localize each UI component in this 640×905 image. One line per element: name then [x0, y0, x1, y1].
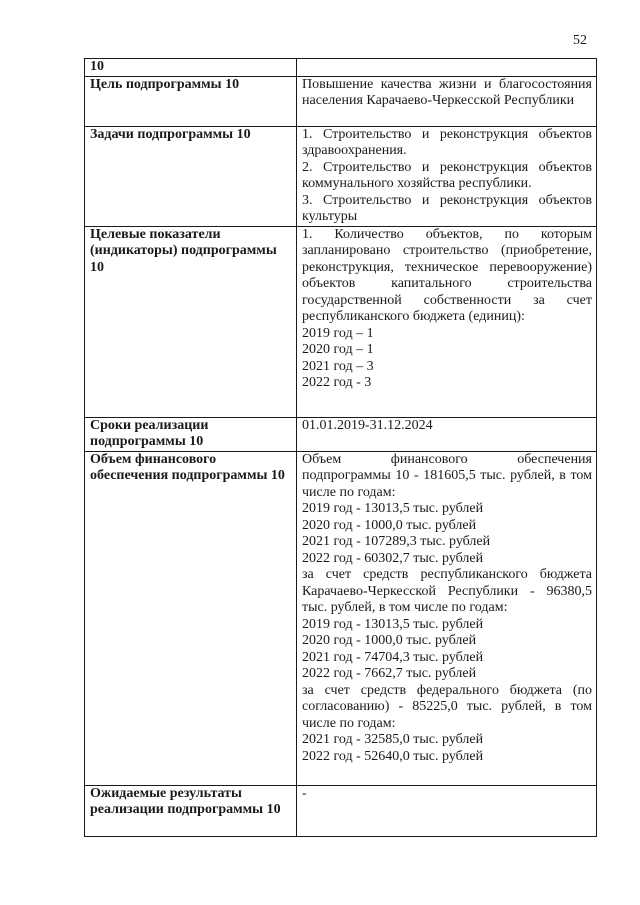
task-item: 2. Строительство и реконструкция объектов коммунального хозяйства республики.	[302, 159, 592, 191]
header-label: 10	[85, 59, 297, 77]
funding-cell	[297, 451, 597, 785]
indicator-year: 2021 год – 3	[302, 358, 374, 374]
terms-label: Сроки реализации подпрограммы 10	[85, 417, 297, 451]
indicators-label: Целевые показатели (индикаторы) подпрограммы 10	[85, 226, 297, 417]
goal-label: Цель подпрограммы 10	[85, 76, 297, 126]
results-label: Ожидаемые результаты реализации подпрограммы 10	[85, 785, 297, 836]
funding-federal-text: за счет средств федерального бюджета (по согласованию) - 85225,0 тыс. рублей, в том числе по годам:	[302, 682, 592, 731]
row-terms	[85, 417, 597, 451]
funding-year: 2022 год - 60302,7 тыс. рублей	[302, 550, 484, 566]
page-number: 52	[573, 33, 587, 48]
funding-year: 2020 год - 1000,0 тыс. рублей	[302, 633, 477, 648]
funding-year: 2022 год - 7662,7 тыс. рублей	[302, 666, 477, 681]
row-funding	[85, 451, 597, 785]
row-tasks	[85, 126, 597, 226]
terms-text: 01.01.2019-31.12.2024	[297, 417, 597, 451]
indicators-text: 1. Количество объектов, по которым запланировано строительство (приобретение, реконструкция, техническое перевооружение) объектов капитального строительства государственной собственности за счет республиканского бюджета (единиц):	[302, 226, 592, 324]
row-results	[85, 785, 597, 836]
funding-year: 2020 год - 1000,0 тыс. рублей	[302, 517, 477, 533]
row-header	[85, 59, 597, 77]
indicator-year: 2022 год - 3	[302, 375, 372, 390]
task-item: 1. Строительство и реконструкция объектов здравоохранения.	[302, 126, 592, 158]
funding-year: 2021 год - 32585,0 тыс. рублей	[302, 732, 484, 747]
funding-year: 2021 год - 74704,3 тыс. рублей	[302, 649, 484, 665]
funding-regional-text: за счет средств республиканского бюджета Карачаево-Черкесской Республики - 96380,5 тыс. рублей, в том числе по годам:	[302, 567, 592, 615]
funding-year: 2019 год - 13013,5 тыс. рублей	[302, 616, 484, 632]
indicator-year: 2019 год – 1	[302, 325, 374, 341]
indicator-year: 2020 год – 1	[302, 342, 374, 357]
tasks-label: Задачи подпрограммы 10	[85, 126, 297, 226]
subprogram-passport-table	[84, 58, 597, 837]
indicators-cell	[297, 226, 597, 417]
funding-year: 2021 год - 107289,3 тыс. рублей	[302, 534, 491, 549]
results-text: -	[297, 785, 597, 836]
funding-label: Объем финансового обеспечения подпрограммы 10	[85, 451, 297, 785]
funding-year: 2019 год - 13013,5 тыс. рублей	[302, 501, 484, 516]
goal-text: Повышение качества жизни и благосостояния населения Карачаево-Черкесской Республики	[297, 76, 597, 126]
task-item: 3. Строительство и реконструкция объектов культуры	[302, 192, 592, 224]
funding-year: 2022 год - 52640,0 тыс. рублей	[302, 748, 484, 764]
funding-total-text: Объем финансового обеспечения подпрограммы 10 - 181605,5 тыс. рублей, в том числе по годам:	[302, 451, 592, 500]
row-indicators	[85, 226, 597, 417]
tasks-list	[297, 126, 597, 226]
row-goal	[85, 76, 597, 126]
header-value	[297, 59, 597, 77]
